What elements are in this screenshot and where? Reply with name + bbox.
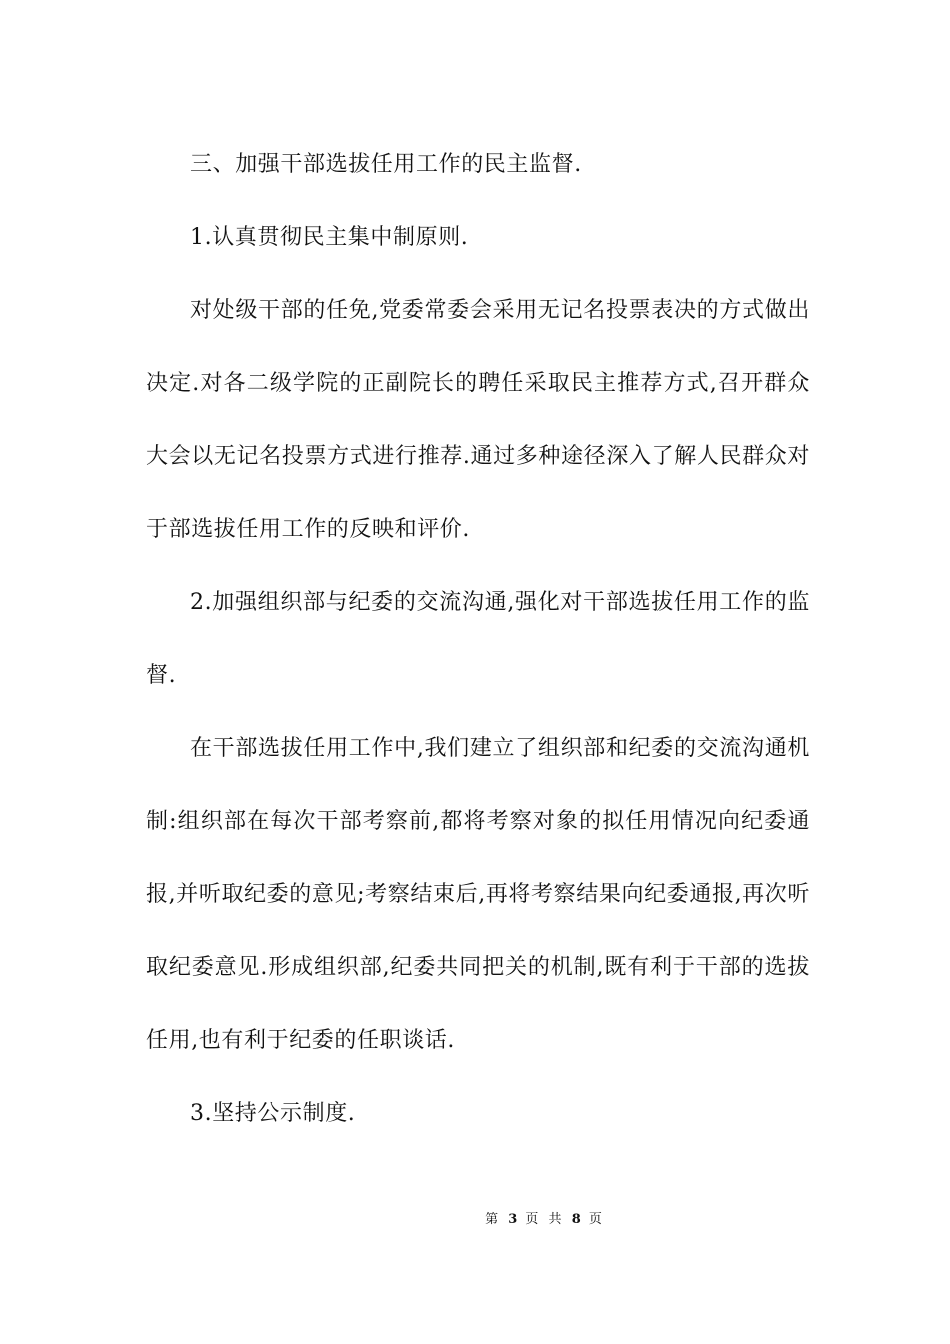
document-body xyxy=(146,128,810,1150)
subsection-heading-3: 3.坚持公示制度. xyxy=(190,1101,356,1126)
current-page-number: 3 xyxy=(508,1212,519,1227)
page-footer xyxy=(0,1208,950,1227)
subsection-heading-1: 1.认真贯彻民主集中制原则. xyxy=(190,225,469,250)
footer-prefix: 第 xyxy=(485,1212,502,1227)
footer-middle: 页 共 xyxy=(525,1212,565,1227)
total-page-count: 8 xyxy=(571,1212,582,1227)
section-heading: 三、加强干部选拔任用工作的民主监督. xyxy=(190,152,582,177)
subsection-heading-2: 2.加强组织部与纪委的交流沟通,强化对干部选拔任用工作的监督. xyxy=(146,590,810,688)
body-paragraph-1: 对处级干部的任免,党委常委会采用无记名投票表决的方式做出决定.对各二级学院的正副院长的聘任采取民主推荐方式,召开群众大会以无记名投票方式进行推荐.通过多种途径深入了解人民群众对于部选拔任用工作的反映和评价. xyxy=(146,298,810,542)
body-paragraph-2: 在干部选拔任用工作中,我们建立了组织部和纪委的交流沟通机制:组织部在每次干部考察前,都将考察对象的拟任用情况向纪委通报,并听取纪委的意见;考察结束后,再将考察结果向纪委通报,再次听取纪委意见.形成组织部,纪委共同把关的机制,既有利于干部的选拔任用,也有利于纪委的任职谈话. xyxy=(146,736,810,1053)
footer-suffix: 页 xyxy=(588,1212,605,1227)
